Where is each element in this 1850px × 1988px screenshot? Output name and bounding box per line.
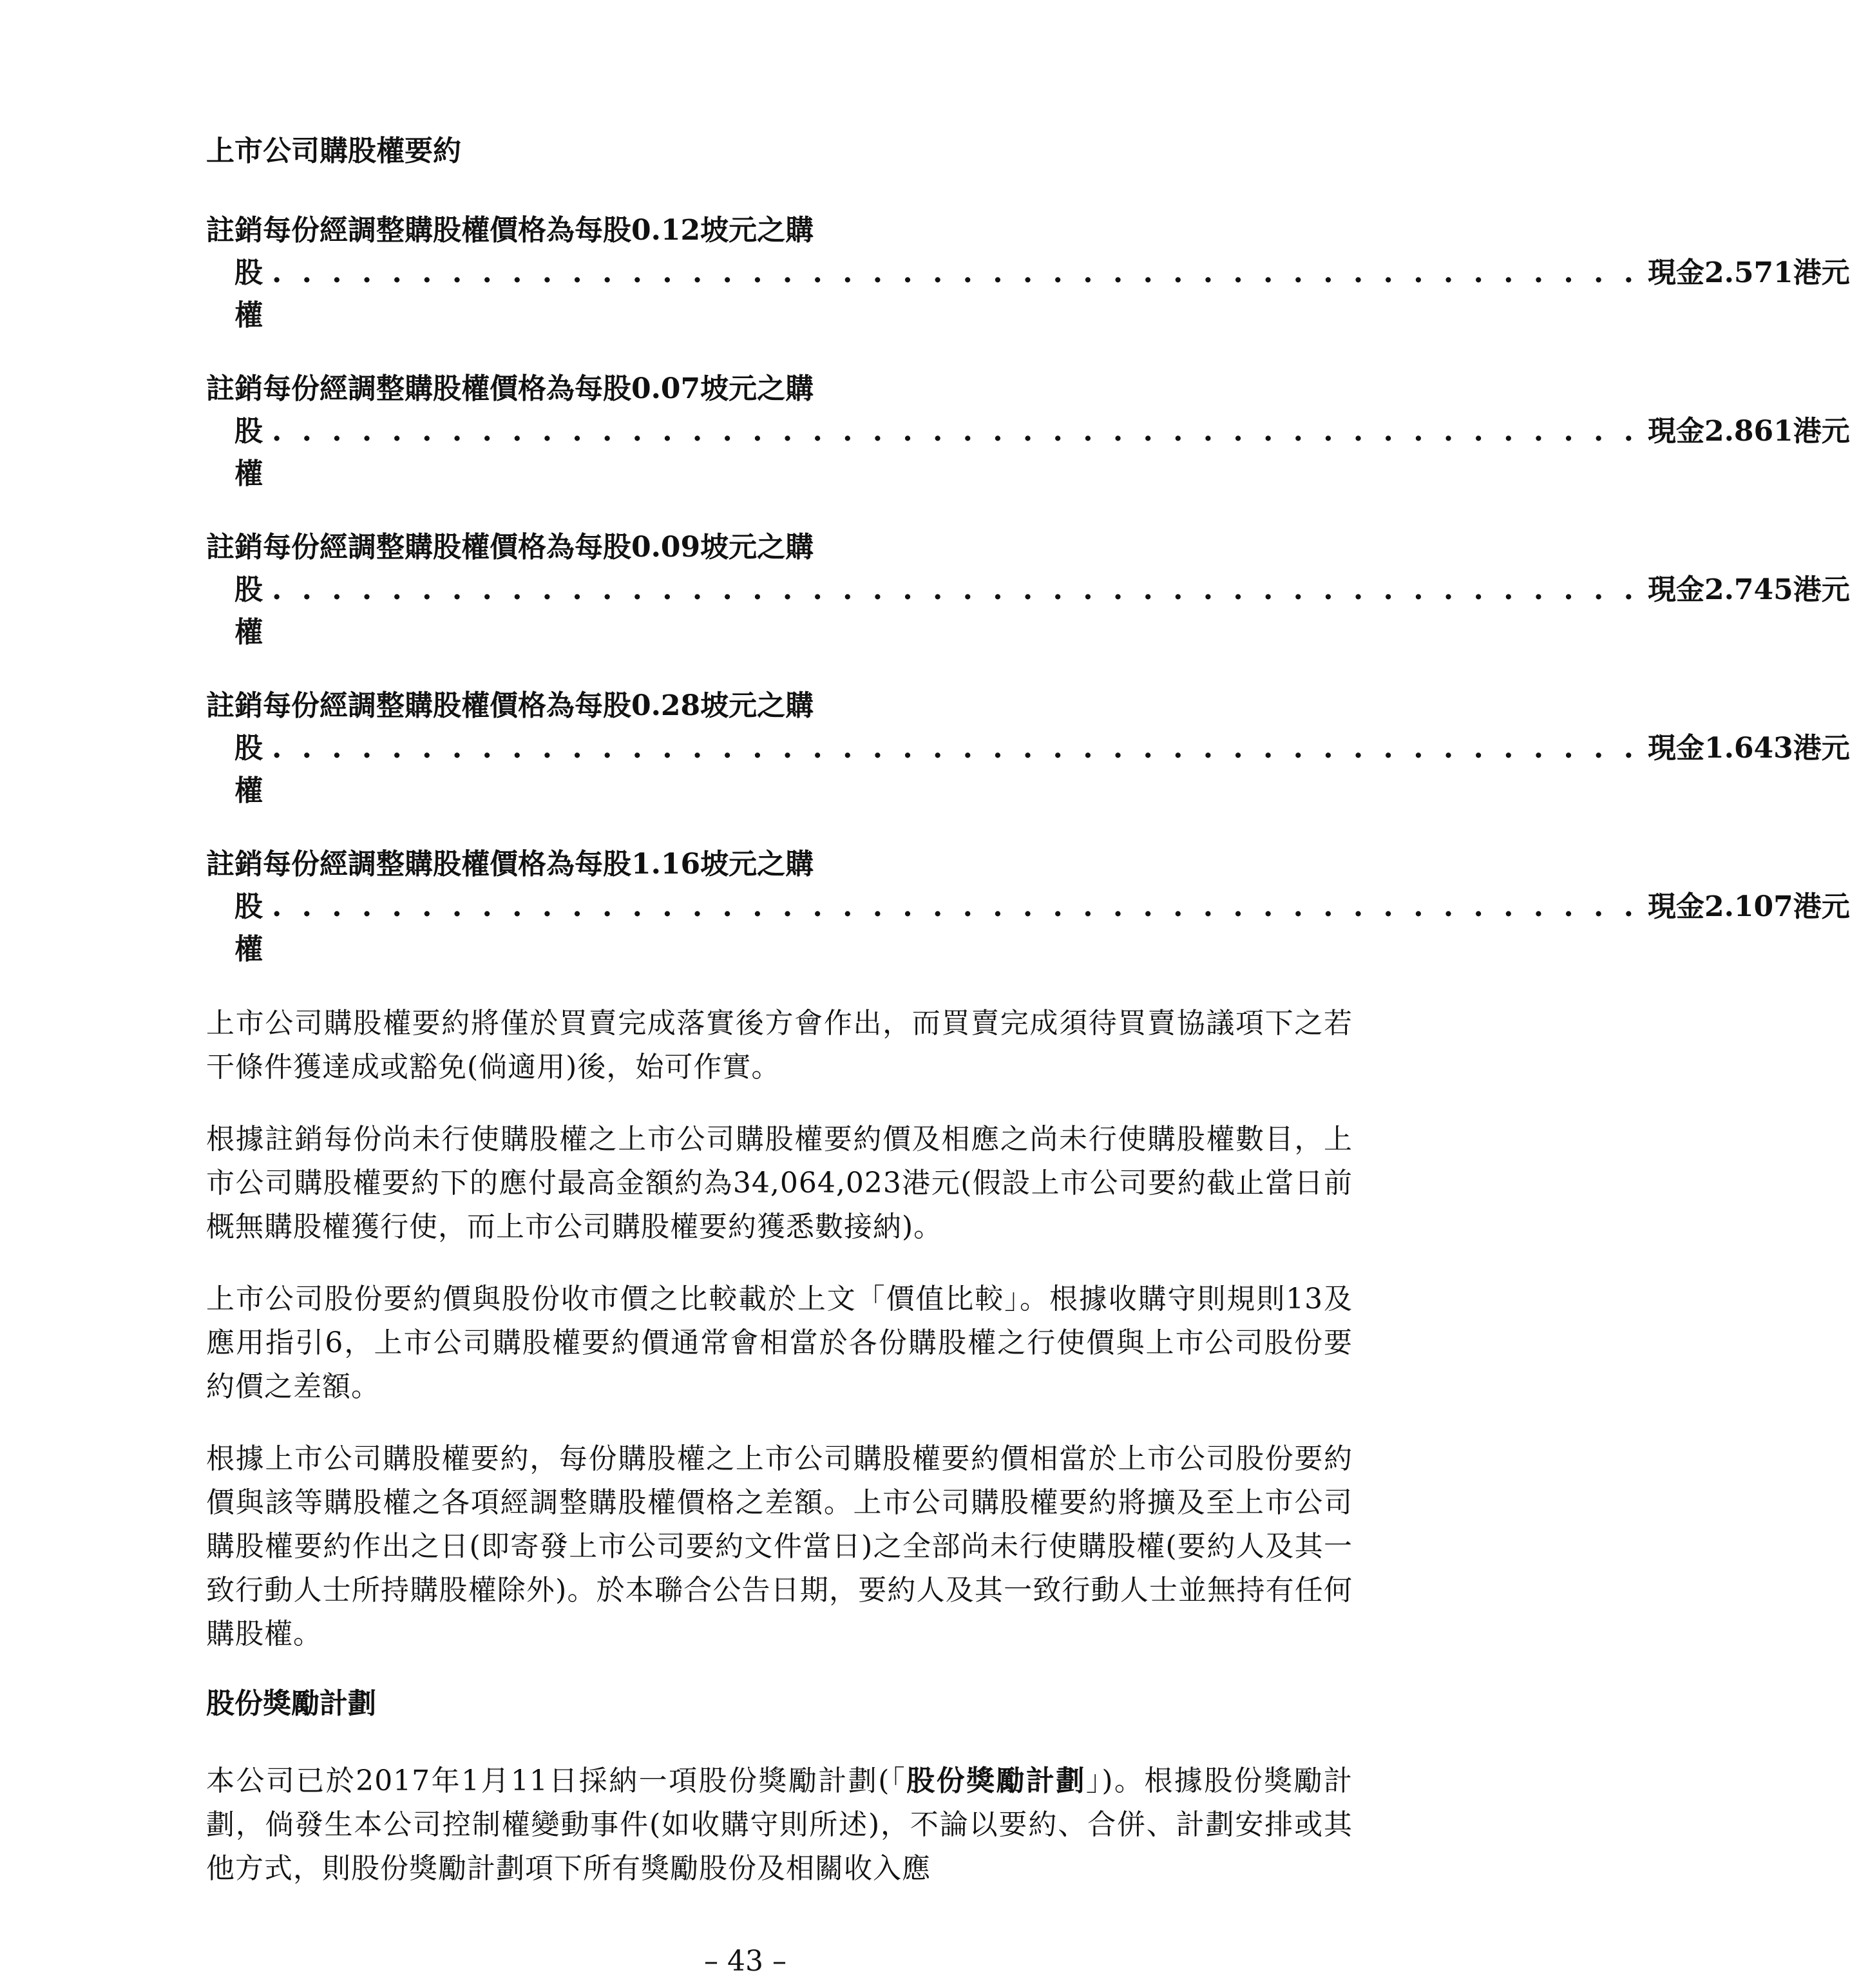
dot-leader: . . . . . . . . . . . . . . . . . . . . . . . . . . . . . . . . . . . . . . . . . . . . . . [272, 573, 1639, 606]
dot-leader: . . . . . . . . . . . . . . . . . . . . . . . . . . . . . . . . . . . . . . . . . . . . . . [272, 732, 1639, 765]
offer-description-tail: 股權 [234, 732, 263, 807]
offer-description-line: 註銷每份經調整購股權價格為每股0.12坡元之購 [206, 214, 814, 247]
offer-price-line [206, 727, 1850, 812]
offer-description-tail: 股權 [234, 256, 263, 332]
share-award-paragraph [206, 1759, 1353, 1891]
option-offer-item [206, 685, 1850, 812]
option-offer-item [206, 843, 1850, 971]
defined-term: 股份獎勵計劃 [906, 1764, 1086, 1797]
dot-leader: . . . . . . . . . . . . . . . . . . . . . . . . . . . . . . . . . . . . . . . . . . . . . . [272, 256, 1639, 289]
dot-leader: . . . . . . . . . . . . . . . . . . . . . . . . . . . . . . . . . . . . . . . . . . . . . . [272, 415, 1639, 448]
offer-cash-amount: 現金2.107港元 [1647, 890, 1850, 923]
offer-cash-amount: 現金2.861港元 [1647, 415, 1850, 448]
offer-price-line [206, 886, 1850, 971]
offer-description-tail: 股權 [234, 890, 263, 966]
offer-description-tail: 股權 [234, 573, 263, 649]
dot-leader: . . . . . . . . . . . . . . . . . . . . . . . . . . . . . . . . . . . . . . . . . . . . . . [272, 890, 1639, 923]
option-offer-item [206, 209, 1850, 337]
offer-description-line: 註銷每份經調整購股權價格為每股0.28坡元之購 [206, 689, 814, 722]
offer-description-line: 註銷每份經調整購股權價格為每股1.16坡元之購 [206, 848, 814, 881]
option-offer-item [206, 368, 1850, 495]
offer-description-tail: 股權 [234, 415, 263, 490]
document-page [206, 132, 1850, 1919]
offer-price-line [206, 569, 1850, 654]
offer-cash-amount: 現金1.643港元 [1647, 732, 1850, 765]
body-paragraph: 根據註銷每份尚未行使購股權之上市公司購股權要約價及相應之尚未行使購股權數目，上市公司購股權要約下的應付最高金額約為34,064,023港元(假設上市公司要約截止當日前概無購股權獲行使，而上市公司購股權要約獲悉數接納)。 [206, 1123, 1353, 1243]
offer-cash-amount: 現金2.745港元 [1647, 573, 1850, 606]
page-number: – 43 – [704, 1945, 787, 1978]
offer-cash-amount: 現金2.571港元 [1647, 256, 1850, 289]
offer-description-line: 註銷每份經調整購股權價格為每股0.07坡元之購 [206, 372, 814, 405]
paragraph-text-after: 」)。根據股份獎勵計劃，倘發生本公司控制權變動事件(如收購守則所述)，不論以要約、合併、計劃安排或其他方式，則股份獎勵計劃項下所有獎勵股份及相關收入應 [206, 1764, 1353, 1885]
body-paragraph: 上市公司購股權要約將僅於買賣完成落實後方會作出，而買賣完成須待買賣協議項下之若干條件獲達成或豁免(倘適用)後，始可作實。 [206, 1007, 1353, 1084]
section-heading-share-award: 股份獎勵計劃 [206, 1687, 376, 1720]
option-offer-item [206, 526, 1850, 654]
offer-price-line [206, 252, 1850, 337]
offer-description-line: 註銷每份經調整購股權價格為每股0.09坡元之購 [206, 531, 814, 564]
section-heading-option-offer: 上市公司購股權要約 [206, 135, 461, 167]
body-paragraph: 上市公司股份要約價與股份收市價之比較載於上文「價值比較」。根據收購守則規則13及應用指引6，上市公司購股權要約價通常會相當於各份購股權之行使價與上市公司股份要約價之差額。 [206, 1283, 1353, 1403]
paragraph-text-before: 本公司已於2017年1月11日採納一項股份獎勵計劃(「 [206, 1764, 907, 1797]
offer-price-line [206, 410, 1850, 495]
body-paragraph: 根據上市公司購股權要約，每份購股權之上市公司購股權要約價相當於上市公司股份要約價與該等購股權之各項經調整購股權價格之差額。上市公司購股權要約將擴及至上市公司購股權要約作出之日(即寄發上市公司要約文件當日)之全部尚未行使購股權(要約人及其一致行動人士所持購股權除外)。於本聯合公告日期，要約人及其一致行動人士並無持有任何購股權。 [206, 1442, 1353, 1650]
